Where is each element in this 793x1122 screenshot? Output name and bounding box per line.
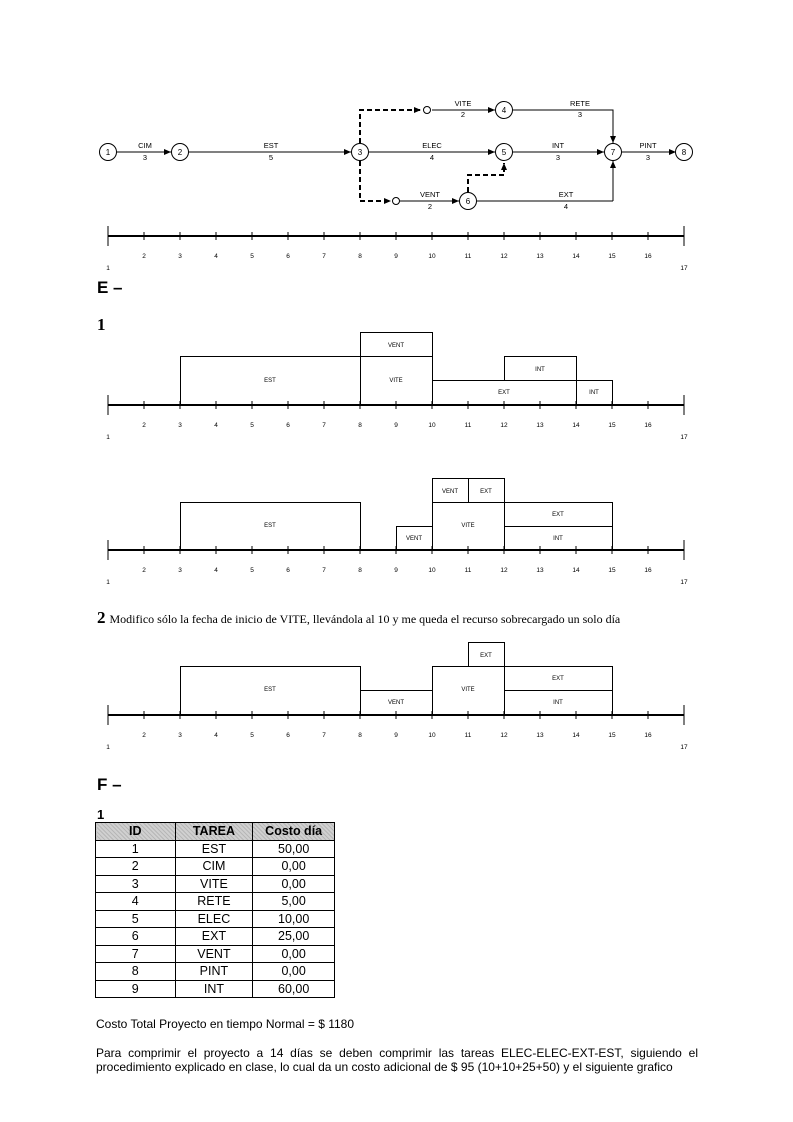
cell-id: 3 <box>96 875 176 893</box>
step-text: Modifico sólo la fecha de inicio de VITE, llevándola al 10 y me queda el recurso sobrecargado un solo día <box>109 612 621 626</box>
cell-tarea: VENT <box>175 945 253 963</box>
svg-text:VENT: VENT <box>387 700 405 706</box>
svg-text:3: 3 <box>357 148 363 157</box>
timeline-tick-label: 11 <box>464 253 472 260</box>
timeline-tick-label: 9 <box>394 732 398 739</box>
svg-text:VENT: VENT <box>387 343 405 349</box>
timeline-axis <box>0 701 793 753</box>
timeline-tick-label: 6 <box>286 567 290 574</box>
timeline-tick-label: 3 <box>178 732 182 739</box>
activity-duration: 3 <box>142 153 148 162</box>
column-header-id: ID <box>96 823 176 841</box>
timeline-tick-label: 8 <box>358 253 362 260</box>
svg-text:EST: EST <box>264 687 276 693</box>
cell-costo: 5,00 <box>253 893 335 911</box>
cell-costo: 0,00 <box>253 875 335 893</box>
column-header-tarea: TAREA <box>175 823 253 841</box>
timeline-tick-label: 7 <box>322 422 326 429</box>
timeline-tick-label: 5 <box>250 732 254 739</box>
cell-tarea: CIM <box>175 858 253 876</box>
timeline-tick-label: 16 <box>644 732 652 739</box>
timeline-tick-label: 17 <box>680 744 688 751</box>
timeline-axis <box>0 391 793 443</box>
timeline-tick-label: 17 <box>680 579 688 586</box>
svg-text:EST: EST <box>264 523 276 529</box>
timeline-tick-label: 12 <box>500 422 508 429</box>
cell-tarea: VITE <box>175 875 253 893</box>
cell-costo: 25,00 <box>253 928 335 946</box>
timeline-tick-label: 12 <box>500 567 508 574</box>
activity-label: CIM <box>138 141 152 150</box>
svg-text:INT: INT <box>553 536 563 542</box>
timeline-tick-label: 1 <box>106 434 110 441</box>
timeline-tick-label: 11 <box>464 732 472 739</box>
network-node-5 <box>496 144 513 161</box>
timeline-tick-label: 9 <box>394 253 398 260</box>
cost-table <box>95 822 335 998</box>
svg-text:EXT: EXT <box>498 390 510 396</box>
svg-text:INT: INT <box>535 367 545 373</box>
network-diagram <box>0 90 793 220</box>
svg-text:EXT: EXT <box>552 676 564 682</box>
timeline-tick-label: 4 <box>214 422 218 429</box>
timeline-tick-label: 5 <box>250 422 254 429</box>
timeline-tick-label: 2 <box>142 732 146 739</box>
table-row <box>96 840 335 858</box>
svg-text:VITE: VITE <box>461 523 475 529</box>
timeline-tick-label: 17 <box>680 434 688 441</box>
timeline-tick-label: 11 <box>464 567 472 574</box>
cell-id: 4 <box>96 893 176 911</box>
network-node-7 <box>605 144 622 161</box>
svg-text:VENT: VENT <box>441 489 459 495</box>
svg-text:4: 4 <box>501 106 507 115</box>
timeline-tick-label: 2 <box>142 422 146 429</box>
timeline-tick-label: 7 <box>322 732 326 739</box>
timeline-tick-label: 14 <box>572 253 580 260</box>
timeline-tick-label: 10 <box>428 732 436 739</box>
activity-duration: 2 <box>460 110 466 119</box>
compression-paragraph: Para comprimir el proyecto a 14 días se deben comprimir las tareas ELEC-ELEC-EXT-EST, siguiendo el procedimiento explicado en clase, lo cual da un costo adicional de $ 95 (10+10+25+50) y el siguiente grafico <box>96 1046 698 1074</box>
timeline-tick-label: 15 <box>608 567 616 574</box>
timeline-tick-label: 1 <box>106 744 110 751</box>
cell-id: 5 <box>96 910 176 928</box>
cell-id: 9 <box>96 980 176 998</box>
svg-text:EXT: EXT <box>552 512 564 518</box>
activity-duration: 5 <box>268 153 274 162</box>
timeline-tick-label: 4 <box>214 567 218 574</box>
timeline-tick-label: 13 <box>536 732 544 739</box>
timeline-tick-label: 16 <box>644 422 652 429</box>
timeline-tick-label: 12 <box>500 732 508 739</box>
timeline-tick-label: 15 <box>608 253 616 260</box>
item-number: 1 <box>97 315 106 334</box>
cell-id: 7 <box>96 945 176 963</box>
network-node-1 <box>100 144 117 161</box>
timeline-tick-label: 10 <box>428 567 436 574</box>
activity-label: RETE <box>569 99 591 108</box>
cell-id: 6 <box>96 928 176 946</box>
cell-id: 8 <box>96 963 176 981</box>
timeline-axis <box>0 536 793 588</box>
timeline-tick-label: 8 <box>358 567 362 574</box>
svg-text:INT: INT <box>589 390 599 396</box>
cell-tarea: EXT <box>175 928 253 946</box>
svg-text:EST: EST <box>264 378 276 384</box>
step-number: 2 <box>97 608 106 627</box>
svg-text:7: 7 <box>610 148 616 157</box>
timeline-tick-label: 14 <box>572 422 580 429</box>
cell-tarea: EST <box>175 840 253 858</box>
svg-text:8: 8 <box>681 148 687 157</box>
timeline-tick-label: 15 <box>608 422 616 429</box>
timeline-tick-label: 16 <box>644 253 652 260</box>
timeline-tick-label: 2 <box>142 253 146 260</box>
cell-tarea: INT <box>175 980 253 998</box>
svg-text:2: 2 <box>177 148 183 157</box>
item-number: 1 <box>97 807 105 822</box>
timeline-tick-label: 7 <box>322 253 326 260</box>
cell-tarea: PINT <box>175 963 253 981</box>
section-f-heading: F – <box>97 775 122 794</box>
timeline-tick-label: 10 <box>428 253 436 260</box>
timeline-tick-label: 14 <box>572 732 580 739</box>
cell-tarea: RETE <box>175 893 253 911</box>
activity-label: EST <box>263 141 279 150</box>
timeline-tick-label: 9 <box>394 567 398 574</box>
svg-text:VITE: VITE <box>389 378 403 384</box>
section-e-heading: E – <box>97 278 123 297</box>
activity-label: VENT <box>419 190 441 199</box>
timeline-tick-label: 6 <box>286 422 290 429</box>
cell-id: 1 <box>96 840 176 858</box>
timeline-tick-label: 16 <box>644 567 652 574</box>
timeline-tick-label: 13 <box>536 422 544 429</box>
activity-duration: 3 <box>555 153 561 162</box>
network-node-4 <box>496 102 513 119</box>
table-row <box>96 980 335 998</box>
activity-duration: 2 <box>427 202 433 211</box>
timeline-tick-label: 3 <box>178 567 182 574</box>
step-2-line <box>97 608 620 628</box>
timeline-tick-label: 11 <box>464 422 472 429</box>
network-node-6 <box>460 193 477 210</box>
timeline-tick-label: 14 <box>572 567 580 574</box>
timeline-tick-label: 4 <box>214 732 218 739</box>
timeline-tick-label: 6 <box>286 732 290 739</box>
svg-text:INT: INT <box>553 700 563 706</box>
cell-costo: 0,00 <box>253 963 335 981</box>
cell-costo: 0,00 <box>253 945 335 963</box>
table-row <box>96 875 335 893</box>
cell-costo: 50,00 <box>253 840 335 858</box>
svg-text:VITE: VITE <box>461 687 475 693</box>
activity-label: INT <box>551 141 565 150</box>
svg-text:EXT: EXT <box>480 653 492 659</box>
activity-label: PINT <box>639 141 657 150</box>
timeline-tick-label: 4 <box>214 253 218 260</box>
svg-text:EXT: EXT <box>480 489 492 495</box>
table-row <box>96 945 335 963</box>
timeline-tick-label: 3 <box>178 422 182 429</box>
timeline-tick-label: 1 <box>106 265 110 272</box>
cell-id: 2 <box>96 858 176 876</box>
timeline-axis <box>0 222 793 274</box>
timeline-tick-label: 17 <box>680 265 688 272</box>
timeline-tick-label: 5 <box>250 567 254 574</box>
svg-text:5: 5 <box>501 148 507 157</box>
total-cost: Costo Total Proyecto en tiempo Normal = $ 1180 <box>96 1017 355 1031</box>
activity-label: ELEC <box>422 141 442 150</box>
timeline-tick-label: 7 <box>322 567 326 574</box>
network-node-3 <box>352 144 369 161</box>
timeline-tick-label: 6 <box>286 253 290 260</box>
cell-tarea: ELEC <box>175 910 253 928</box>
timeline-tick-label: 8 <box>358 422 362 429</box>
timeline-tick-label: 5 <box>250 253 254 260</box>
column-header-costo: Costo día <box>253 823 335 841</box>
timeline-tick-label: 9 <box>394 422 398 429</box>
activity-duration: 3 <box>645 153 651 162</box>
activity-label: EXT <box>558 190 574 199</box>
timeline-tick-label: 13 <box>536 253 544 260</box>
svg-text:VENT: VENT <box>405 536 423 542</box>
network-node-8 <box>676 144 693 161</box>
activity-duration: 3 <box>577 110 583 119</box>
timeline-tick-label: 2 <box>142 567 146 574</box>
table-row <box>96 928 335 946</box>
table-row <box>96 858 335 876</box>
network-node-2 <box>172 144 189 161</box>
timeline-tick-label: 12 <box>500 253 508 260</box>
timeline-tick-label: 13 <box>536 567 544 574</box>
table-row <box>96 893 335 911</box>
svg-text:6: 6 <box>465 197 471 206</box>
activity-label: VITE <box>454 99 472 108</box>
activity-duration: 4 <box>563 202 569 211</box>
activity-duration: 4 <box>429 153 435 162</box>
cell-costo: 0,00 <box>253 858 335 876</box>
timeline-tick-label: 8 <box>358 732 362 739</box>
timeline-tick-label: 3 <box>178 253 182 260</box>
timeline-tick-label: 1 <box>106 579 110 586</box>
cell-costo: 60,00 <box>253 980 335 998</box>
table-row <box>96 963 335 981</box>
svg-text:1: 1 <box>105 148 111 157</box>
table-row <box>96 910 335 928</box>
timeline-tick-label: 15 <box>608 732 616 739</box>
cell-costo: 10,00 <box>253 910 335 928</box>
timeline-tick-label: 10 <box>428 422 436 429</box>
